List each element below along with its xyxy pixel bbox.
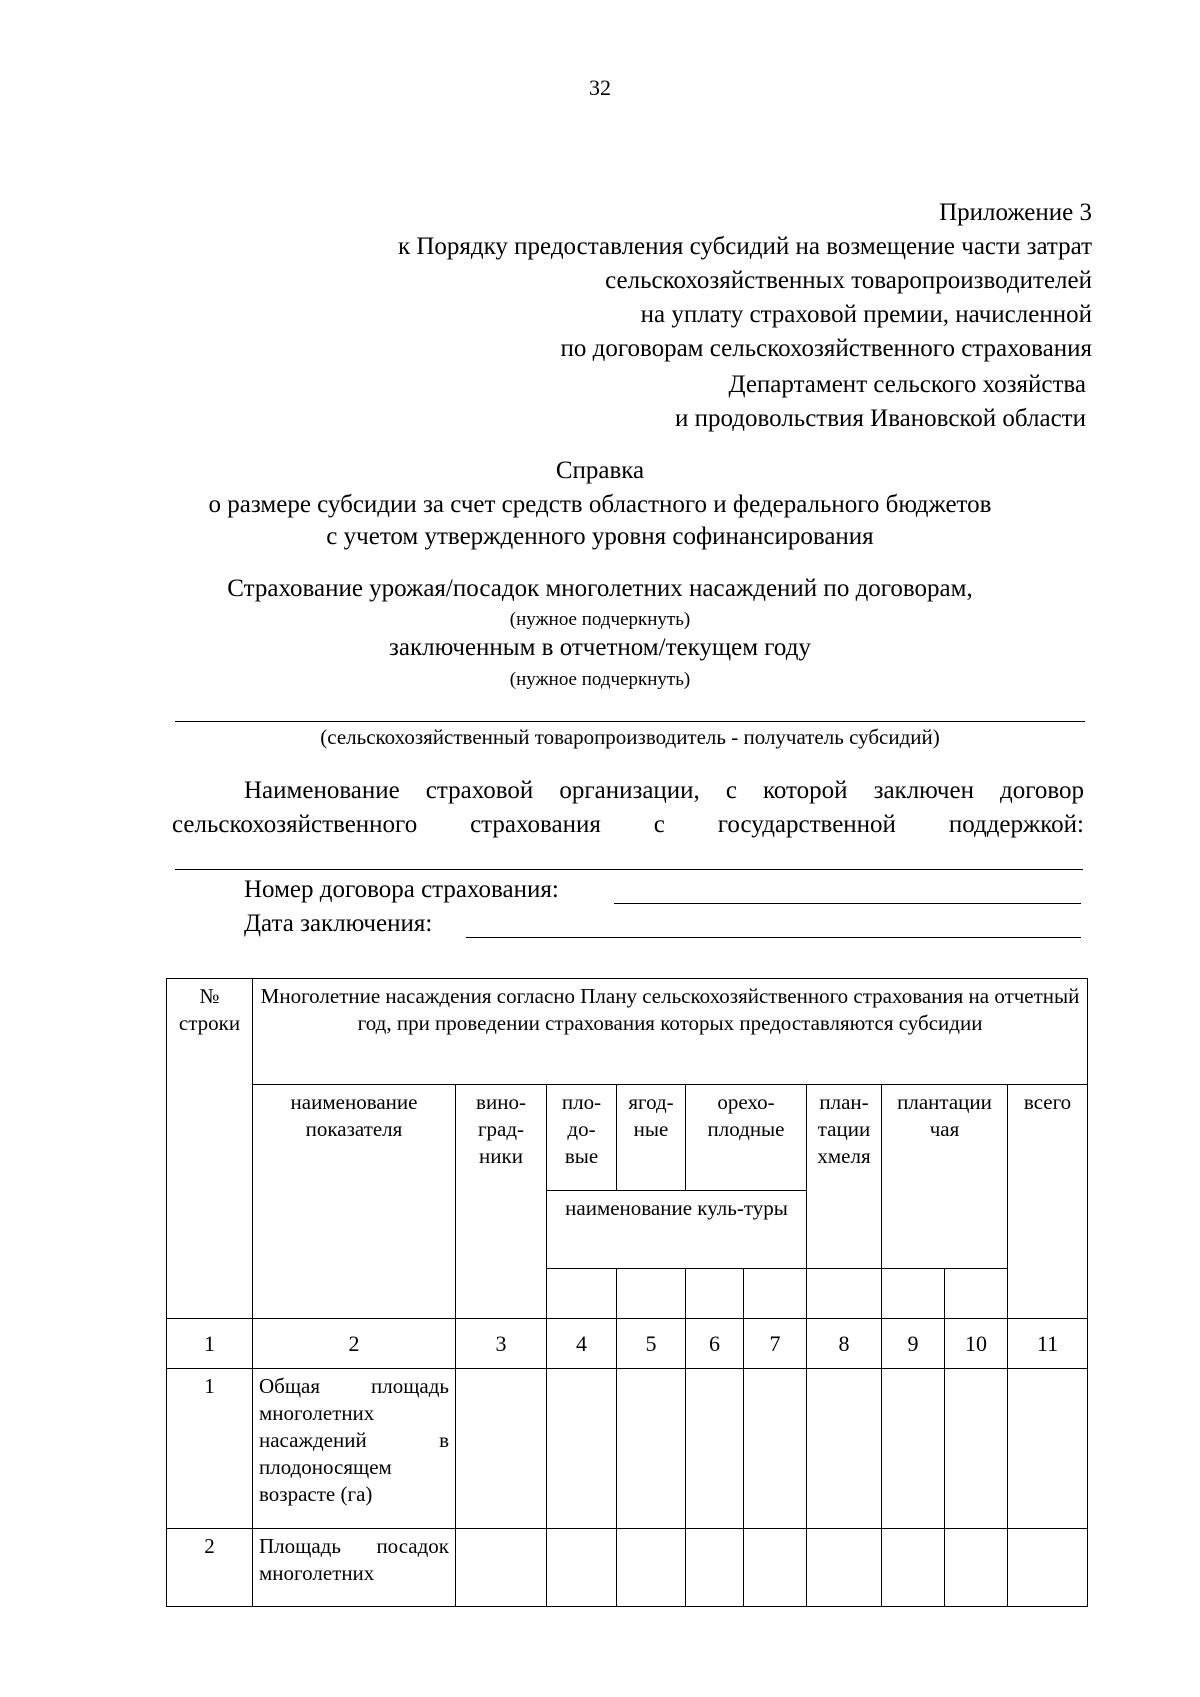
- culture-cell[interactable]: [617, 1269, 686, 1319]
- insurer-field-line[interactable]: [175, 869, 1083, 870]
- recipient-caption: (сельскохозяйственный товаропроизводитель - получатель субсидий): [320, 725, 940, 749]
- header-fruit: [547, 1085, 617, 1191]
- header-text-part: плантации: [897, 1090, 992, 1114]
- header-text-part: град-: [477, 1117, 525, 1141]
- appendix-line: по договорам сельскохозяйственного страхования: [560, 335, 1092, 362]
- department-line: Департамент сельского хозяйства: [728, 371, 1086, 398]
- data-cell[interactable]: [617, 1529, 686, 1607]
- data-cell[interactable]: [945, 1529, 1008, 1607]
- header-text-part: ягод-: [628, 1090, 674, 1114]
- header-vineyards: [456, 1085, 547, 1319]
- data-cell[interactable]: [547, 1369, 617, 1529]
- data-cell[interactable]: [882, 1529, 945, 1607]
- document-title: Справка: [555, 457, 645, 484]
- column-number: 1: [167, 1319, 253, 1369]
- table-row: [167, 1529, 1088, 1607]
- header-text-part: ники: [479, 1144, 523, 1168]
- culture-cell[interactable]: [744, 1269, 807, 1319]
- document-subtitle: о размере субсидии за счет средств областного и федерального бюджетов: [208, 491, 992, 518]
- underline-hint: (нужное подчеркнуть): [509, 609, 691, 630]
- header-nut: орехо-плодные: [686, 1085, 807, 1191]
- header-perennial-group: Многолетние насаждения согласно Плану сельскохозяйственного страхования на отчетный год, при проведении страхования которых предоставляются субсидии: [253, 979, 1088, 1085]
- culture-cell[interactable]: [882, 1269, 945, 1319]
- column-number: 7: [744, 1319, 807, 1369]
- data-cell[interactable]: [456, 1369, 547, 1529]
- header-text-part: вые: [564, 1144, 599, 1168]
- data-cell[interactable]: [1008, 1529, 1088, 1607]
- concluded-line: заключенным в отчетном/текущем году: [389, 634, 811, 661]
- data-cell[interactable]: [686, 1529, 744, 1607]
- contract-number-label: Номер договора страхования:: [244, 876, 559, 903]
- column-number: 11: [1008, 1319, 1088, 1369]
- appendix-line: на уплату страховой премии, начисленной: [640, 301, 1092, 328]
- header-text-part: до-: [567, 1117, 596, 1141]
- column-number: 6: [686, 1319, 744, 1369]
- underline-hint: (нужное подчеркнуть): [509, 669, 691, 690]
- header-text-part: вино-: [476, 1090, 526, 1114]
- header-text-part: хмеля: [817, 1144, 871, 1168]
- data-cell[interactable]: [456, 1529, 547, 1607]
- header-hops: [807, 1085, 882, 1269]
- appendix-line: Приложение 3: [939, 199, 1092, 226]
- header-berry: [617, 1085, 686, 1191]
- subsidy-table: [166, 978, 1088, 1607]
- row-label: Общая площадь многолетних насаждений в плодоносящем возрасте (га): [253, 1369, 456, 1529]
- appendix-header: [398, 196, 1092, 366]
- header-text-part: чая: [929, 1117, 960, 1141]
- header-tea: [882, 1085, 1008, 1269]
- insurer-paragraph: Наименование страховой организации, с которой заключен договор сельскохозяйственного страхования с государственной поддержкой:: [172, 777, 1084, 838]
- header-text-part: план-: [819, 1090, 869, 1114]
- row-number: 1: [167, 1369, 253, 1529]
- culture-cell[interactable]: [807, 1269, 882, 1319]
- column-number: 3: [456, 1319, 547, 1369]
- column-number: 8: [807, 1319, 882, 1369]
- contract-number-field-line[interactable]: [614, 903, 1081, 904]
- data-cell[interactable]: [882, 1369, 945, 1529]
- header-culture-name: наименование куль-туры: [547, 1191, 807, 1269]
- data-cell[interactable]: [744, 1529, 807, 1607]
- data-cell[interactable]: [744, 1369, 807, 1529]
- header-row-number: № строки: [167, 979, 253, 1319]
- data-cell[interactable]: [945, 1369, 1008, 1529]
- contract-date-label: Дата заключения:: [244, 910, 433, 937]
- appendix-line: к Порядку предоставления субсидий на возмещение части затрат: [397, 233, 1092, 260]
- contract-date-field-line[interactable]: [466, 937, 1081, 938]
- header-indicator-name: наименование показателя: [253, 1085, 456, 1319]
- department-block: [675, 368, 1086, 436]
- appendix-line: сельскохозяйственных товаропроизводителей: [605, 267, 1092, 294]
- insurance-type-line: Страхование урожая/посадок многолетних насаждений по договорам,: [227, 575, 973, 602]
- column-number: 10: [945, 1319, 1008, 1369]
- column-number: 5: [617, 1319, 686, 1369]
- header-total: всего: [1008, 1085, 1088, 1319]
- header-text-part: ные: [633, 1117, 669, 1141]
- data-cell[interactable]: [1008, 1369, 1088, 1529]
- data-cell[interactable]: [807, 1529, 882, 1607]
- data-cell[interactable]: [617, 1369, 686, 1529]
- culture-cell[interactable]: [547, 1269, 617, 1319]
- department-line: и продовольствия Ивановской области: [675, 405, 1086, 432]
- recipient-field-line[interactable]: [175, 721, 1085, 722]
- page-number: 32: [589, 75, 611, 100]
- data-cell[interactable]: [807, 1369, 882, 1529]
- header-text-part: пло-: [561, 1090, 602, 1114]
- column-number: 4: [547, 1319, 617, 1369]
- header-text-part: тации: [817, 1117, 871, 1141]
- culture-cell[interactable]: [945, 1269, 1008, 1319]
- column-number: 9: [882, 1319, 945, 1369]
- data-cell[interactable]: [686, 1369, 744, 1529]
- document-subtitle: с учетом утвержденного уровня софинансирования: [326, 523, 874, 550]
- row-label: Площадь посадок многолетних: [253, 1529, 456, 1607]
- row-number: 2: [167, 1529, 253, 1607]
- table-row: [167, 1369, 1088, 1529]
- column-number: 2: [253, 1319, 456, 1369]
- culture-cell[interactable]: [686, 1269, 744, 1319]
- data-cell[interactable]: [547, 1529, 617, 1607]
